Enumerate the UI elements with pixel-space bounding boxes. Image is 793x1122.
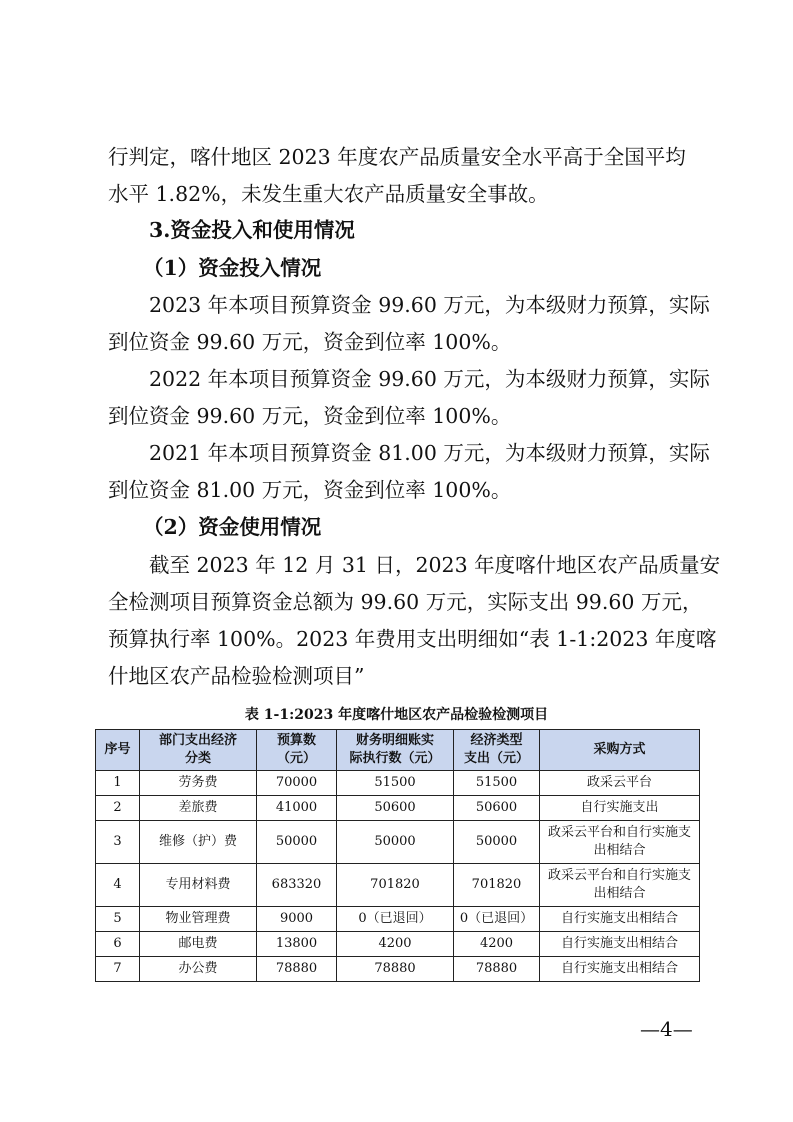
table-cell: 办公费 [140,957,257,982]
table-cell: 4200 [337,932,454,957]
table-cell: 50000 [337,821,454,864]
table-cell: 701820 [337,864,454,907]
table-cell: 0（已退回） [454,907,540,932]
header-text: 部门支出经济 [158,733,237,748]
table-cell: 78880 [337,957,454,982]
table-cell: 2 [96,796,140,821]
table-caption: 表 1-1:2023 年度喀什地区农产品检验检测项目 [244,707,549,723]
table-cell: 6 [96,932,140,957]
table-row [96,932,700,957]
header-text: 采购方式 [593,742,646,757]
table-cell: 政采云平台 [540,771,700,796]
table-cell: 7 [96,957,140,982]
body-line-14: 预算执行率 100%。2023 年费用支出明细如“表 1-1:2023 年度喀 [108,627,717,651]
table-cell: 专用材料费 [140,864,257,907]
table-header-cell [454,730,540,771]
table-header-cell [257,730,337,771]
body-line-6: 到位资金 99.60 万元，资金到位率 100%。 [108,330,512,354]
table-cell: 自行实施支出 [540,796,700,821]
expense-table [95,729,700,982]
table-header-cell [337,730,454,771]
table-cell: 5 [96,907,140,932]
table-cell: 0（已退回） [337,907,454,932]
table-cell: 78880 [257,957,337,982]
table-row [96,957,700,982]
table-cell: 自行实施支出相结合 [540,932,700,957]
table-cell: 维修（护）费 [140,821,257,864]
table-cell: 50000 [257,821,337,864]
body-line-8: 到位资金 99.60 万元，资金到位率 100%。 [108,404,512,428]
header-text: 财务明细账实 [355,733,434,748]
table-row [96,796,700,821]
table-cell: 3 [96,821,140,864]
table-header-cell [140,730,257,771]
table-cell: 683320 [257,864,337,907]
table-cell: 自行实施支出相结合 [540,907,700,932]
table-cell: 政采云平台和自行实施支出相结合 [540,864,700,907]
table-cell: 自行实施支出相结合 [540,957,700,982]
body-line-9: 2021 年本项目预算资金 81.00 万元，为本级财力预算，实际 [149,441,710,465]
table-cell: 劳务费 [140,771,257,796]
table-cell: 701820 [454,864,540,907]
body-line-7: 2022 年本项目预算资金 99.60 万元，为本级财力预算，实际 [149,367,710,391]
page-number: —4— [640,1017,693,1041]
table-header-row [96,730,700,771]
body-line-12: 截至 2023 年 12 月 31 日，2023 年度喀什地区农产品质量安 [149,553,721,577]
table-row [96,864,700,907]
body-line-5: 2023 年本项目预算资金 99.60 万元，为本级财力预算，实际 [149,293,710,317]
table-cell: 50600 [454,796,540,821]
table-cell: 50600 [337,796,454,821]
table-header-cell [540,730,700,771]
table-header-cell [96,730,140,771]
table-cell: 4 [96,864,140,907]
table-cell: 50000 [454,821,540,864]
table-cell: 4200 [454,932,540,957]
subsection-heading-1: （1）资金投入情况 [143,256,322,280]
table-cell: 1 [96,771,140,796]
subsection-heading-2: （2）资金使用情况 [143,515,322,539]
header-text: 经济类型 [470,733,523,748]
body-line-15: 什地区农产品检验检测项目” [108,664,365,688]
header-text: 序号 [104,742,131,757]
table-cell: 78880 [454,957,540,982]
header-text: 预算数 [276,733,316,748]
table-cell: 物业管理费 [140,907,257,932]
table-cell: 政采云平台和自行实施支出相结合 [540,821,700,864]
table-cell: 13800 [257,932,337,957]
table-cell: 70000 [257,771,337,796]
header-text: 支出（元） [463,751,529,766]
header-text: （元） [276,751,316,766]
table-cell: 邮电费 [140,932,257,957]
section-heading: 3.资金投入和使用情况 [149,218,355,242]
table-cell: 差旅费 [140,796,257,821]
body-line-13: 全检测项目预算资金总额为 99.60 万元，实际支出 99.60 万元， [108,590,703,614]
table-row [96,771,700,796]
table-cell: 51500 [337,771,454,796]
body-line-2: 水平 1.82%，未发生重大农产品质量安全事故。 [108,182,549,206]
body-line-10: 到位资金 81.00 万元，资金到位率 100%。 [108,478,512,502]
table-cell: 9000 [257,907,337,932]
header-text: 际执行数（元） [349,751,441,766]
table-cell: 51500 [454,771,540,796]
body-line-1: 行判定，喀什地区 2023 年度农产品质量安全水平高于全国平均 [108,145,686,169]
table-row [96,907,700,932]
table-cell: 41000 [257,796,337,821]
table-body [96,771,700,982]
header-text: 分类 [184,751,211,766]
table-row [96,821,700,864]
